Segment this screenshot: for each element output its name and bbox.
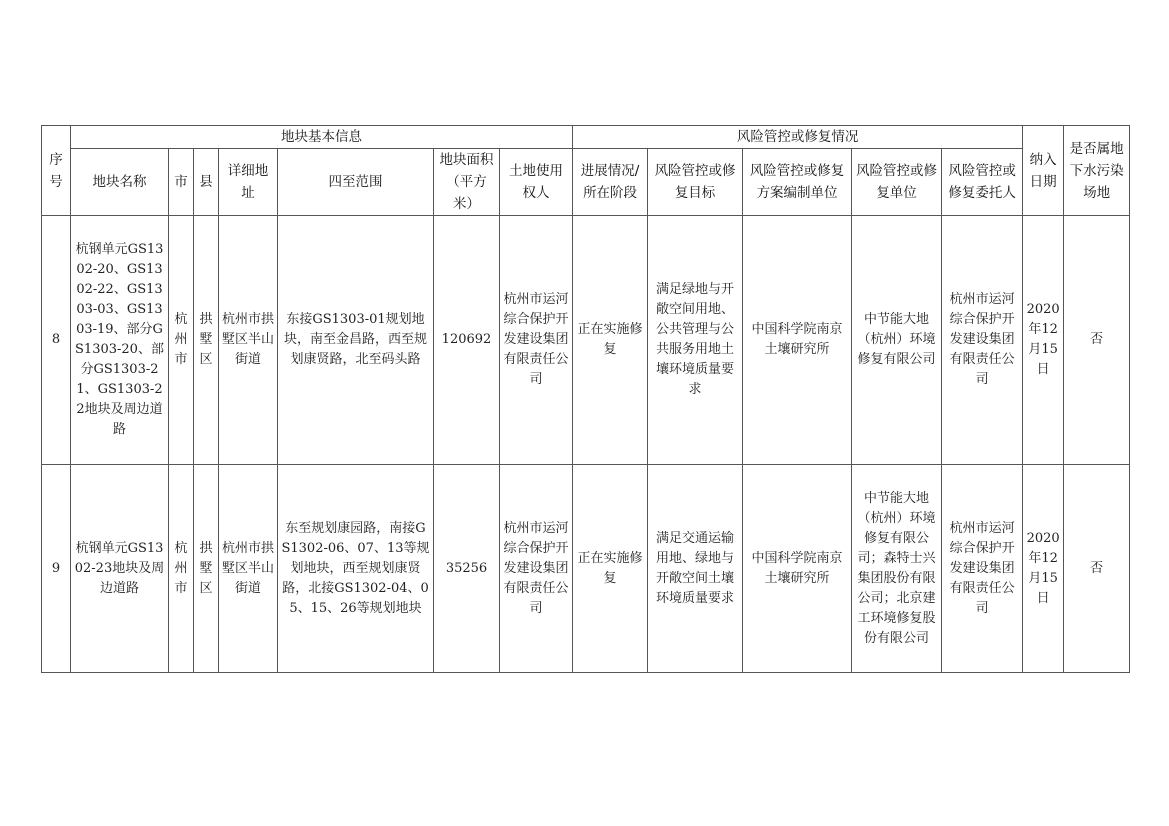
header-city: 市 bbox=[169, 149, 194, 216]
cell-name: 杭钢单元GS1302-23地块及周边道路 bbox=[71, 465, 169, 673]
cell-plan-unit: 中国科学院南京土壤研究所 bbox=[743, 216, 852, 465]
cell-city: 杭州市 bbox=[169, 465, 194, 673]
cell-groundwater: 否 bbox=[1064, 465, 1130, 673]
header-plan-unit: 风险管控或修复方案编制单位 bbox=[743, 149, 852, 216]
cell-owner: 杭州市运河综合保护开发建设集团有限责任公司 bbox=[500, 465, 573, 673]
cell-progress: 正在实施修复 bbox=[573, 465, 648, 673]
cell-date: 2020年12月15日 bbox=[1023, 465, 1064, 673]
table-row bbox=[42, 216, 1130, 465]
header-owner: 土地使用权人 bbox=[500, 149, 573, 216]
header-progress: 进展情况/所在阶段 bbox=[573, 149, 648, 216]
cell-address: 杭州市拱墅区半山街道 bbox=[219, 216, 278, 465]
cell-county: 拱墅区 bbox=[194, 216, 219, 465]
cell-date: 2020年12月15日 bbox=[1023, 216, 1064, 465]
cell-progress: 正在实施修复 bbox=[573, 216, 648, 465]
header-groundwater: 是否属地下水污染场地 bbox=[1064, 126, 1130, 216]
cell-area: 35256 bbox=[434, 465, 500, 673]
header-name: 地块名称 bbox=[71, 149, 169, 216]
header-boundary: 四至范围 bbox=[278, 149, 434, 216]
header-county: 县 bbox=[194, 149, 219, 216]
header-group-basic-info: 地块基本信息 bbox=[71, 126, 573, 149]
header-address: 详细地址 bbox=[219, 149, 278, 216]
header-group-risk-control: 风险管控或修复情况 bbox=[573, 126, 1023, 149]
cell-repair-unit: 中节能大地（杭州）环境修复有限公司 bbox=[852, 216, 942, 465]
cell-city: 杭州市 bbox=[169, 216, 194, 465]
header-date: 纳入日期 bbox=[1023, 126, 1064, 216]
header-row-group bbox=[42, 126, 1130, 149]
header-repair-unit: 风险管控或修复单位 bbox=[852, 149, 942, 216]
cell-owner: 杭州市运河综合保护开发建设集团有限责任公司 bbox=[500, 216, 573, 465]
cell-seq: 9 bbox=[42, 465, 71, 673]
contaminated-site-table bbox=[41, 125, 1130, 673]
cell-plan-unit: 中国科学院南京土壤研究所 bbox=[743, 465, 852, 673]
cell-client: 杭州市运河综合保护开发建设集团有限责任公司 bbox=[942, 216, 1023, 465]
cell-target: 满足交通运输用地、绿地与开敞空间土壤环境质量要求 bbox=[648, 465, 743, 673]
cell-seq: 8 bbox=[42, 216, 71, 465]
header-area: 地块面积（平方米） bbox=[434, 149, 500, 216]
cell-target: 满足绿地与开敞空间用地、公共管理与公共服务用地土壤环境质量要求 bbox=[648, 216, 743, 465]
cell-address: 杭州市拱墅区半山街道 bbox=[219, 465, 278, 673]
cell-area: 120692 bbox=[434, 216, 500, 465]
header-target: 风险管控或修复目标 bbox=[648, 149, 743, 216]
cell-name: 杭钢单元GS1302-20、GS1302-22、GS1303-03、GS1303-19、部分GS1303-20、部分GS1303-21、GS1303-22地块及周边道路 bbox=[71, 216, 169, 465]
header-row-columns bbox=[42, 149, 1130, 216]
cell-repair-unit: 中节能大地（杭州）环境修复有限公司；森特士兴集团股份有限公司；北京建工环境修复股份有限公司 bbox=[852, 465, 942, 673]
header-client: 风险管控或修复委托人 bbox=[942, 149, 1023, 216]
cell-county: 拱墅区 bbox=[194, 465, 219, 673]
cell-boundary: 东至规划康园路，南接GS1302-06、07、13等规划地块，西至规划康贤路，北接GS1302-04、05、15、26等规划地块 bbox=[278, 465, 434, 673]
cell-boundary: 东接GS1303-01规划地块，南至金昌路，西至规划康贤路，北至码头路 bbox=[278, 216, 434, 465]
cell-groundwater: 否 bbox=[1064, 216, 1130, 465]
header-seq: 序号 bbox=[42, 126, 71, 216]
table-row bbox=[42, 465, 1130, 673]
cell-client: 杭州市运河综合保护开发建设集团有限责任公司 bbox=[942, 465, 1023, 673]
